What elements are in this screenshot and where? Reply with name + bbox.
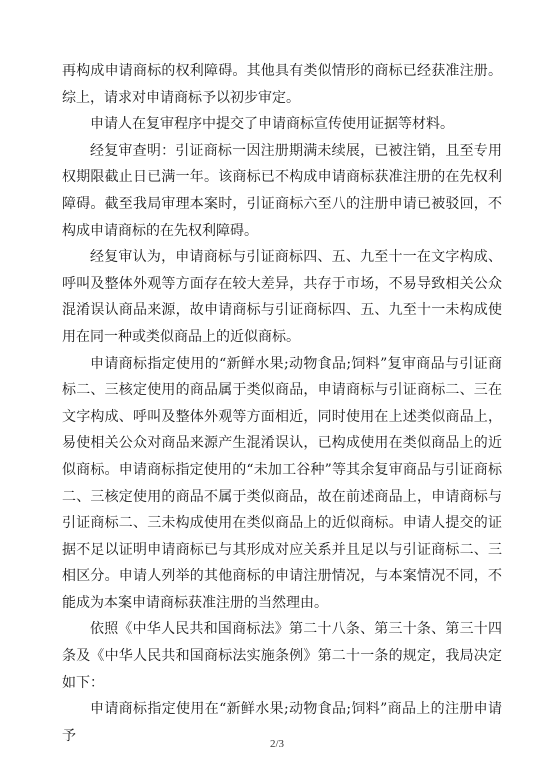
paragraph-continuation: 再构成申请商标的权利障碍。其他具有类似情形的商标已经获准注册。综上，请求对申请商标予以初步审定。 (62, 63, 502, 106)
paragraph-legal-basis: 依照《中华人民共和国商标法》第二十八条、第三十条、第三十四条及《中华人民共和国商标法实施条例》第二十一条的规定，我局决定如下： (62, 621, 502, 691)
paragraph-opinion-dissimilar: 经复审认为，申请商标与引证商标四、五、九至十一在文字构成、呼叫及整体外观等方面存在较大差异，共存于市场，不易导致相关公众混淆误认商品来源，故申请商标与引证商标四、五、九至十一未构成使用在同一种或类似商品上的近似商标。 (62, 249, 502, 345)
paragraph-evidence: 申请人在复审程序中提交了申请商标宣传使用证据等材料。 (90, 116, 454, 133)
document-body (62, 58, 502, 749)
paragraph-decision: 申请商标指定使用在“新鲜水果;动物食品;饲料”商品上的注册申请予 (62, 701, 502, 744)
paragraph-opinion-similar: 申请商标指定使用的“新鲜水果;动物食品;饲料”复审商品与引证商标二、三核定使用的商品属于类似商品，申请商标与引证商标二、三在文字构成、呼叫及整体外观等方面相近，同时使用在上述类似商品上，易使相关公众对商品来源产生混淆误认，已构成使用在类似商品上的近似商标。申请商标指定使用的“未加工谷种”等其余复审商品与引证商标二、三核定使用的商品不属于类似商品，故在前述商品上，申请商标与引证商标二、三未构成使用在类似商品上的近似商标。申请人提交的证据不足以证明申请商标已与其形成对应关系并且足以与引证商标二、三相区分。申请人列举的其他商标的申请注册情况，与本案情况不同，不能成为本案申请商标获准注册的当然理由。 (62, 355, 502, 611)
paragraph-findings: 经复审查明：引证商标一因注册期满未续展，已被注销，且至专用权期限截止日已满一年。该商标已不构成申请商标获准注册的在先权利障碍。截至我局审理本案时，引证商标六至八的注册申请已被驳回，不构成申请商标的在先权利障碍。 (62, 142, 502, 239)
page-number: 2/3 (269, 738, 285, 750)
